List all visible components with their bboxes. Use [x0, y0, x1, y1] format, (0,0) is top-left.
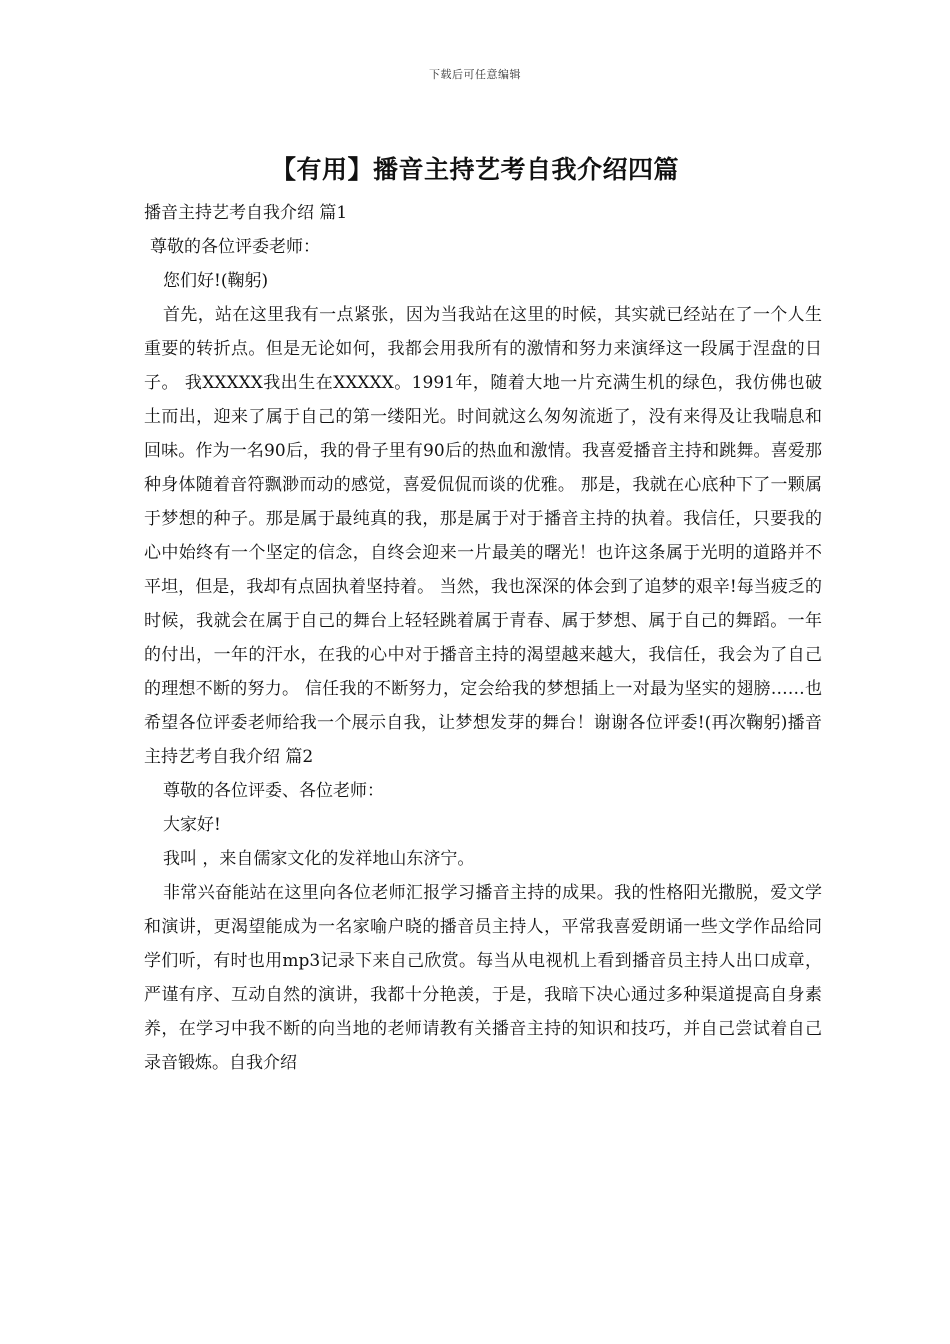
- salutation-2: 尊敬的各位评委、各位老师：: [163, 781, 384, 801]
- intro-line-2: 我叫 ，来自儒家文化的发祥地山东济宁。: [163, 849, 475, 869]
- document-title: 【有用】播音主持艺考自我介绍四篇: [270, 155, 679, 184]
- paragraph-1: 首先，站在这里我有一点紧张，因为当我站在这里的时候，其实就已经站在了一个人生重要的转折点。但是无论如何，我都会用我所有的激情和努力来演绎这一段属于涅盘的日子。 我XXXXX我出生在XXXXX。1991年，随着大地一片充满生机的绿色，我仿佛也破土而出，迎来了属于自己的第一缕阳光。时间就这么匆匆流逝了，没有来得及让我喘息和回味。作为一名90后，我的骨子里有90后的热血和激情。我喜爱播音主持和跳舞。喜爱那种身体随着音符飘渺而动的感觉，喜爱侃侃而谈的优雅。 那是，我就在心底种下了一颗属于梦想的种子。那是属于最纯真的我，那是属于对于播音主持的执着。我信任，只要我的心中始终有一个坚定的信念，自终会迎来一片最美的曙光！也许这条属于光明的道路并不平坦，但是，我却有点固执着坚持着。 当然，我也深深的体会到了追梦的艰辛!每当疲乏的时候，我就会在属于自己的舞台上轻轻跳着属于青春、属于梦想、属于自己的舞蹈。一年的付出，一年的汗水，在我的心中对于播音主持的渴望越来越大，我信任，我会为了自己的理想不断的努力。 信任我的不断努力，定会给我的梦想插上一对最为坚实的翅膀……也希望各位评委老师给我一个展示自我，让梦想发芽的舞台！谢谢各位评委!(再次鞠躬)播音主持艺考自我介绍 篇2: [144, 305, 822, 767]
- paragraph-2: 非常兴奋能站在这里向各位老师汇报学习播音主持的成果。我的性格阳光撒脱，爱文学和演讲，更渴望能成为一名家喻户晓的播音员主持人，平常我喜爱朗诵一些文学作品给同学们听，有时也用mp3记录下来自己欣赏。每当从电视机上看到播音员主持人出口成章，严谨有序、互动自然的演讲，我都十分艳羡，于是，我暗下决心通过多种渠道提高自身素养，在学习中我不断的向当地的老师请教有关播音主持的知识和技巧，并自己尝试着自己录音锻炼。自我介绍: [144, 883, 822, 1073]
- section-heading-1: 播音主持艺考自我介绍 篇1: [144, 203, 348, 223]
- document-body: [144, 196, 822, 1080]
- salutation-1: 尊敬的各位评委老师：: [150, 237, 320, 257]
- greeting-2: 大家好!: [163, 815, 221, 835]
- greeting-1: 您们好!(鞠躬): [163, 271, 269, 291]
- header-note: 下载后可任意编辑: [429, 68, 521, 81]
